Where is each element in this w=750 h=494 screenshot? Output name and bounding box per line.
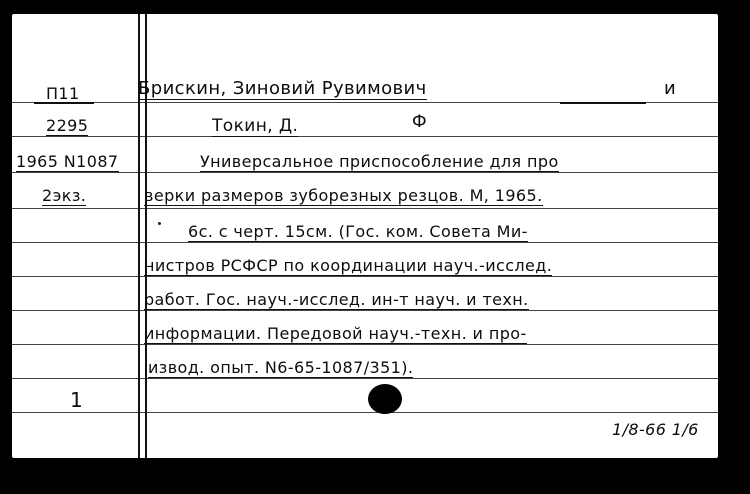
card-rule (12, 136, 718, 137)
copies-count: 2экз. (42, 186, 87, 205)
author-underline (560, 102, 646, 104)
description-line-6: информации. Передовой науч.-техн. и про- (144, 324, 527, 343)
description-line-4: нистров РСФСР по координации науч.-исслед. (144, 256, 553, 275)
coauthor-initial: Ф (412, 112, 428, 132)
footer-mark: 1/8-66 1/6 (612, 420, 699, 439)
author-name: Брискин, Зиновий Рувимович (138, 78, 427, 99)
year-number: 1965 N1087 (16, 152, 119, 171)
card-rule (12, 344, 718, 345)
card-rule (12, 412, 718, 413)
description-line-5: работ. Гос. науч.-исслед. ин-т науч. и техн. (144, 290, 529, 309)
card-punch-hole (368, 384, 402, 414)
card-rule (12, 172, 718, 173)
ink-dot (158, 222, 161, 225)
card-rule (12, 378, 718, 379)
card-rule (12, 276, 718, 277)
catalog-card (12, 14, 718, 458)
description-line-2: верки размеров зуборезных резцов. М, 1965. (144, 186, 543, 205)
description-line-3: 6с. с черт. 15см. (Гос. ком. Совета Ми- (188, 222, 528, 241)
card-rule (12, 242, 718, 243)
author-conjunction: и (664, 78, 677, 99)
description-line-1: Универсальное приспособление для про (200, 152, 559, 171)
card-rule (12, 310, 718, 311)
count-mark: 1 (70, 388, 84, 412)
card-rule (12, 208, 718, 209)
description-line-7: извод. опыт. N6-65-1087/351). (148, 358, 414, 377)
shelf-number: 2295 (46, 116, 89, 135)
class-code: П11 (46, 84, 80, 103)
coauthor-name: Токин, Д. (212, 116, 299, 136)
